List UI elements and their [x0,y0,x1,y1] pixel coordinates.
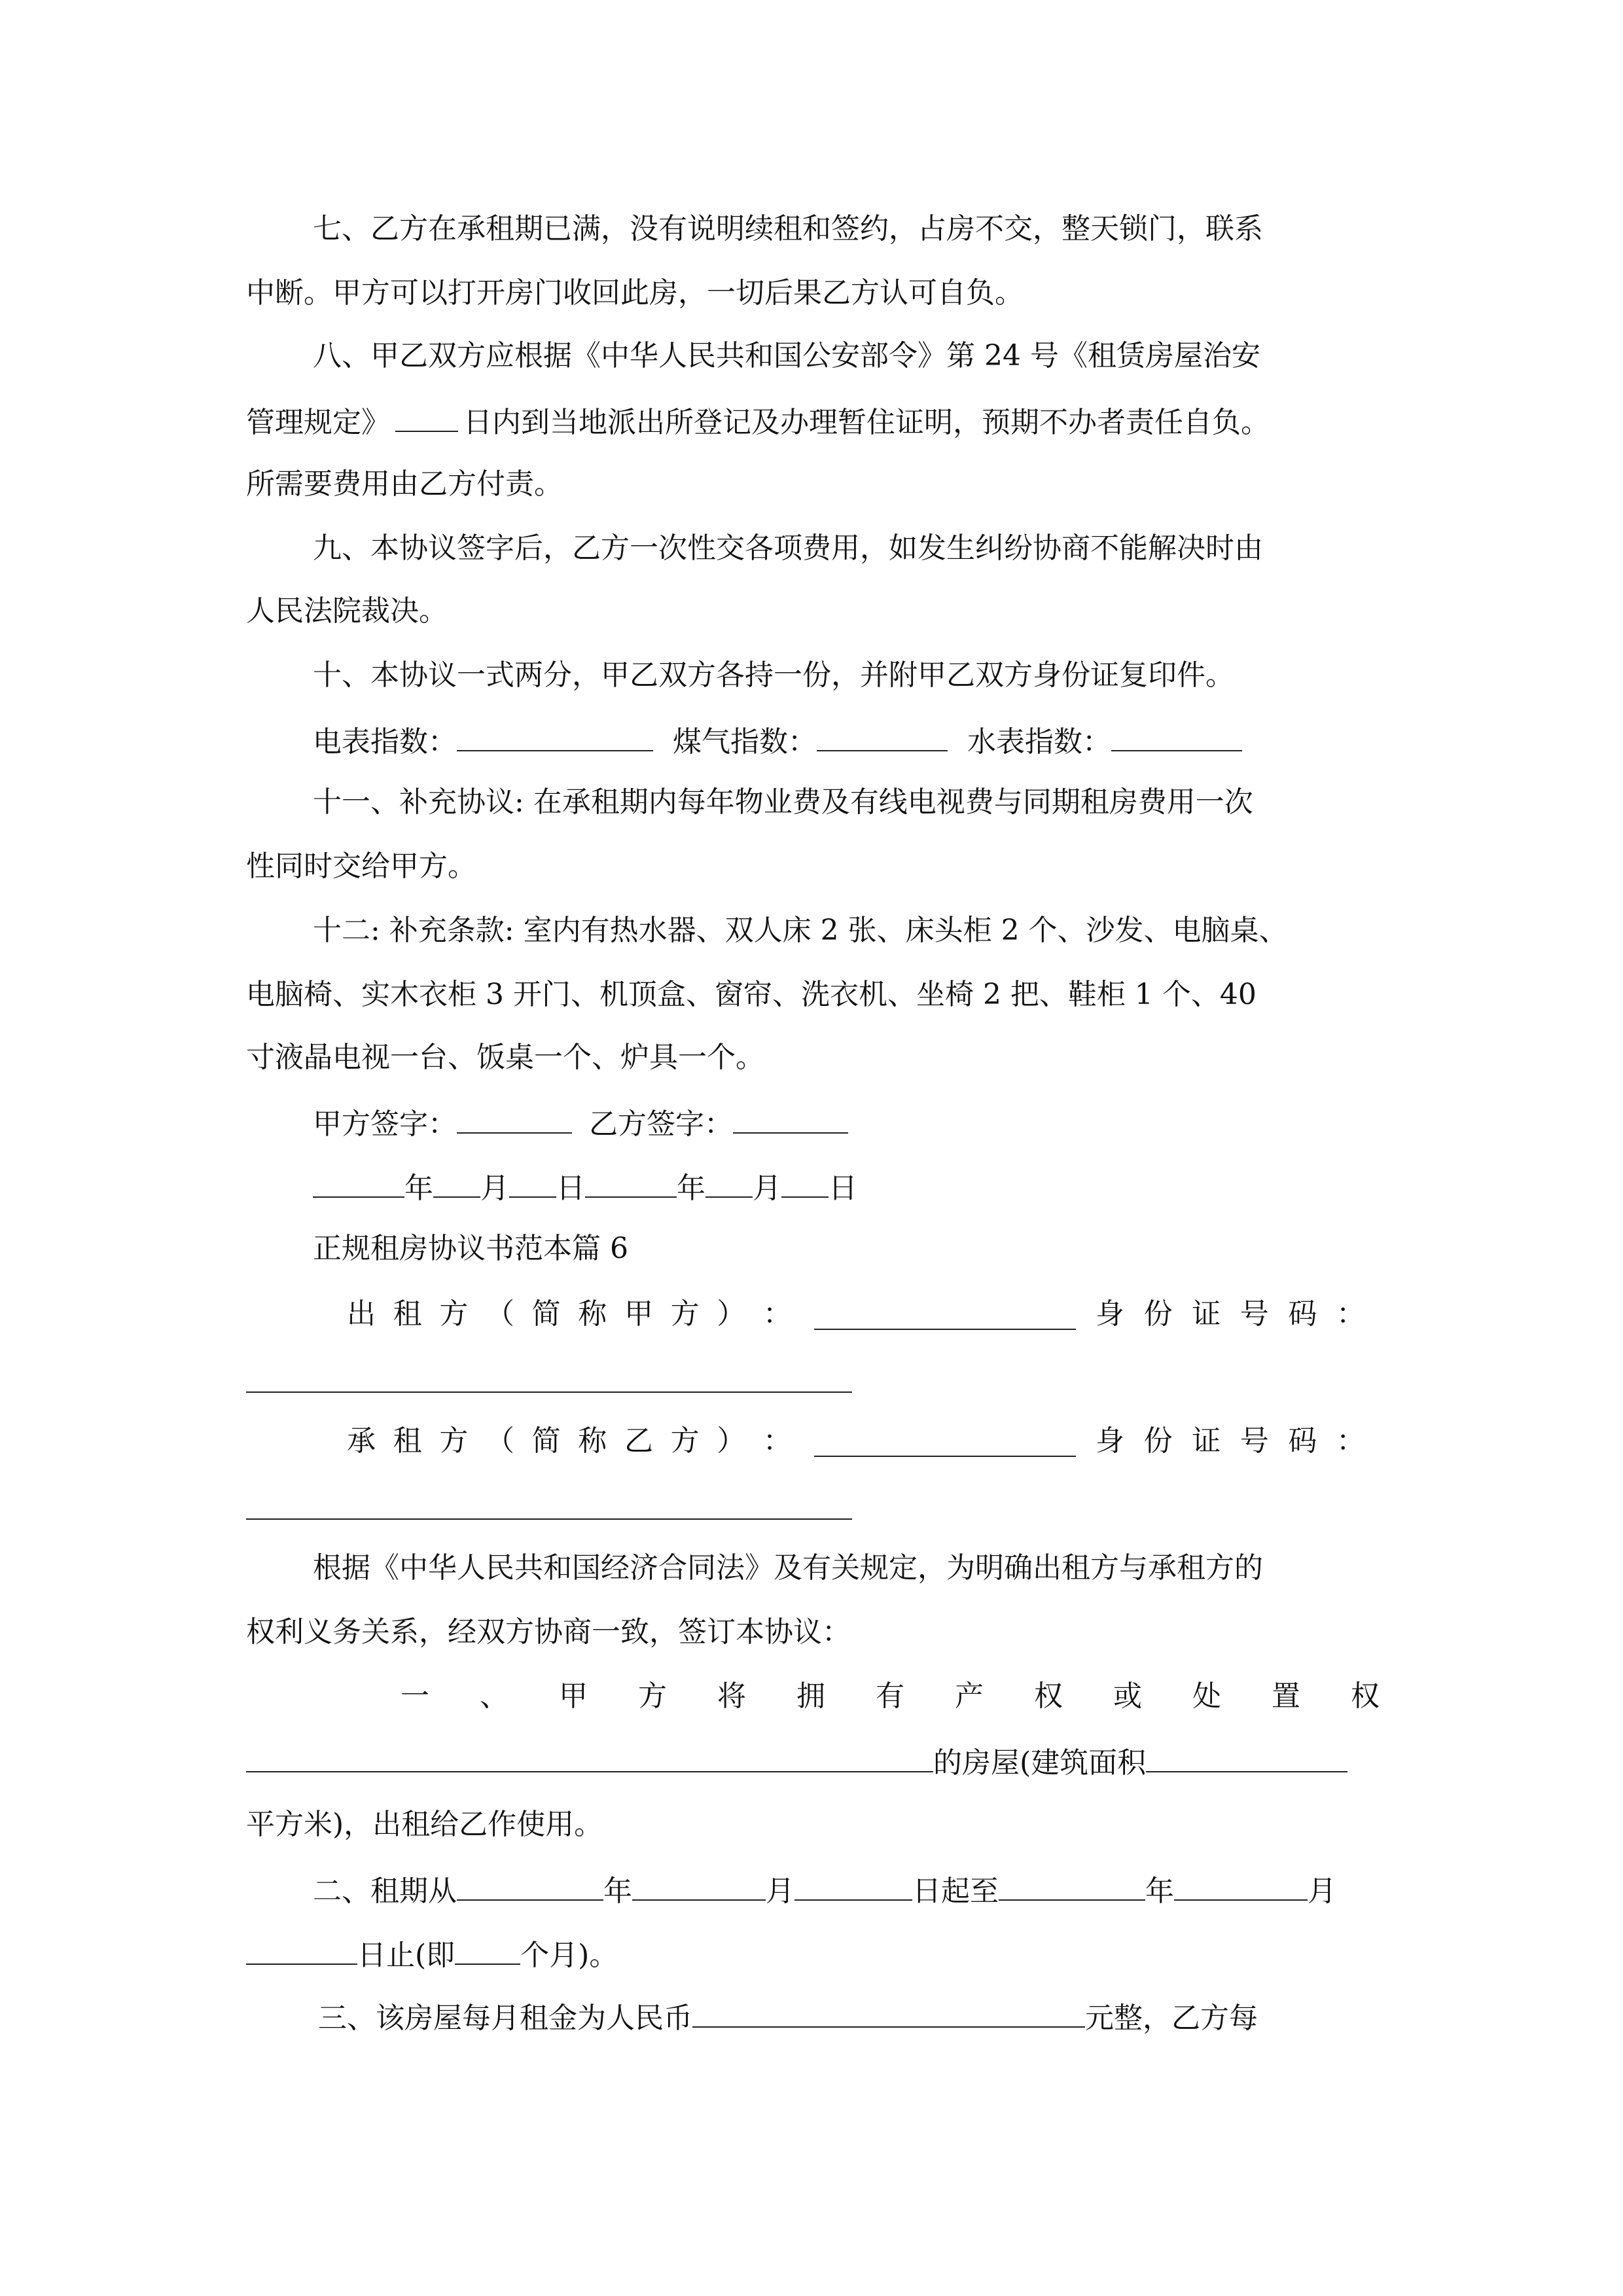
area-blank[interactable] [1146,1741,1347,1772]
term-end: 日止(即 [357,1939,455,1972]
lessee-id-blank[interactable] [246,1518,852,1520]
clause-one-line-3: 平方米)，出租给乙作使用。 [246,1808,603,1841]
lessee-name-blank[interactable] [814,1456,1076,1457]
sign-a-label: 甲方签字： [313,1107,457,1141]
date-b-year-blank[interactable] [585,1166,677,1198]
clause-9-line-1: 九、本协议签字后，乙方一次性交各项费用，如发生纠纷协商不能解决时由 [313,531,1263,565]
term-months: 个月)。 [520,1939,618,1972]
id-char: 号 [1240,1424,1269,1458]
clause-12-line-3: 寸液晶电视一台、饭桌一个、炉具一个。 [246,1041,764,1074]
date-a-month: 月 [480,1172,509,1205]
lessee-char: （ [485,1424,514,1458]
clause-one-char: 有 [876,1679,904,1713]
lessor-char: 出 [347,1297,376,1331]
date-a-day: 日 [556,1172,585,1205]
clause-one-line-2 [246,1741,1347,1780]
clause-8-line-2 [246,401,1270,440]
clause-7-line-1: 七、乙方在承租期已满，没有说明续租和签约，占房不交，整天锁门，联系 [313,212,1263,245]
term-start-year: 年 [603,1874,632,1908]
date-b-day-blank[interactable] [781,1166,829,1198]
rent-prefix: 三、该房屋每月租金为人民币 [318,2001,692,2035]
clause-8-line-1: 八、甲乙双方应根据《中华人民共和国公安部令》第 24 号《租赁房屋治安 [313,339,1260,372]
term-end-month-blank[interactable] [1174,1869,1308,1901]
meter-readings [313,720,1242,759]
clause-9-line-2: 人民法院裁决。 [246,594,448,628]
term-end-year: 年 [1145,1874,1174,1908]
lessee-char: 租 [393,1424,422,1458]
lessor-id-label [1096,1295,1365,1334]
term-prefix: 二、租期从 [313,1874,457,1908]
date-b-day: 日 [829,1172,857,1205]
clause-12-line-2: 电脑椅、实木衣柜 3 开门、机顶盒、窗帘、洗衣机、坐椅 2 把、鞋柜 1 个、40 [246,978,1257,1011]
meter-elec-label: 电表指数： [313,725,457,759]
id-char: 码 [1288,1297,1317,1331]
clause-10: 十、本协议一式两分，甲乙双方各持一份，并附甲乙双方身份证复印件。 [313,658,1234,692]
clause-one-char: 产 [955,1679,984,1713]
term-start-day-blank[interactable] [794,1869,912,1901]
lessee-label [347,1422,792,1461]
lessee-char: 承 [347,1424,376,1458]
sign-b-label: 乙方签字： [589,1107,733,1141]
rent-suffix: 元整，乙方每 [1085,2001,1258,2035]
lessor-char: 称 [578,1297,607,1331]
date-a-day-blank[interactable] [509,1166,556,1198]
clause-one-area-label: 的房屋(建筑面积 [933,1746,1147,1780]
term-start-month-blank[interactable] [632,1869,766,1901]
clause-12-line-1: 十二: 补充条款: 室内有热水器、双人床 2 张、床头柜 2 个、沙发、电脑桌、 [313,914,1288,947]
date-a-year-blank[interactable] [313,1166,404,1198]
sign-b-blank[interactable] [733,1102,848,1134]
section-title: 正规租房协议书范本篇 6 [313,1232,628,1265]
clause-11-line-2: 性同时交给甲方。 [246,850,476,883]
sign-a-blank[interactable] [457,1102,572,1134]
lessor-char: ） [717,1297,746,1331]
clause-8-text-b: 日内到当地派出所登记及办理暂住证明，预期不办者责任自负。 [463,406,1270,439]
lessor-name-blank[interactable] [814,1329,1076,1330]
property-location-blank[interactable] [246,1741,933,1772]
basis-line-2: 权利义务关系，经双方协商一致，签订本协议： [246,1615,851,1649]
id-char: ： [1336,1297,1365,1331]
id-char: 号 [1240,1297,1269,1331]
date-a-month-blank[interactable] [433,1166,480,1198]
id-char: 份 [1143,1297,1173,1331]
term-start-month: 月 [766,1874,794,1908]
lessor-id-blank[interactable] [246,1391,852,1393]
lessor-char: 方 [670,1297,700,1331]
id-char: 份 [1143,1424,1173,1458]
meter-gas-label: 煤气指数： [673,725,817,759]
lessor-label [347,1295,792,1334]
clause-two-line-2 [246,1933,618,1973]
term-from: 日起至 [912,1874,999,1908]
id-char: 码 [1288,1424,1317,1458]
id-char: 证 [1192,1424,1221,1458]
meter-water-label: 水表指数： [967,725,1111,759]
lessor-char: 简 [531,1297,561,1331]
date-row [313,1166,857,1206]
id-char: 证 [1192,1297,1221,1331]
lessor-char: 甲 [624,1297,653,1331]
meter-gas-blank[interactable] [817,720,948,751]
term-start-year-blank[interactable] [457,1869,603,1901]
lessor-char: 方 [439,1297,469,1331]
date-a-year: 年 [404,1172,433,1205]
lessee-char: 称 [578,1424,607,1458]
clause-one-char: 权 [1351,1679,1380,1713]
clause-three-line-1 [318,1996,1258,2036]
clause-one-char: 或 [1113,1679,1142,1713]
date-b-month: 月 [753,1172,781,1205]
meter-water-blank[interactable] [1111,720,1242,751]
clause-one-char: 拥 [796,1679,825,1713]
lessee-char: ） [717,1424,746,1458]
term-end-month: 月 [1308,1874,1336,1908]
clause-one-char: 置 [1272,1679,1300,1713]
clause-7-line-2: 中断。甲方可以打开房门收回此房，一切后果乙方认可自负。 [246,276,1024,310]
clause-one-char: 权 [1034,1679,1063,1713]
term-end-day-blank[interactable] [246,1933,357,1965]
clause-one-char: 将 [717,1679,746,1713]
lessor-char: 租 [393,1297,422,1331]
lessee-char: 简 [531,1424,561,1458]
clause-one-char: 一 [401,1679,429,1713]
signature-row [313,1102,848,1141]
id-char: 身 [1096,1424,1124,1458]
lessee-id-label [1096,1422,1365,1461]
basis-line-1: 根据《中华人民共和国经济合同法》及有关规定，为明确出租方与承租方的 [313,1551,1263,1585]
clause-one-char: 方 [638,1679,667,1713]
clause-one-char: 处 [1192,1679,1221,1713]
clause-one-char: 、 [480,1679,508,1713]
clause-one-char: 甲 [559,1679,588,1713]
meter-elec-blank[interactable] [457,720,653,751]
clause-8-text-a: 管理规定》 [246,406,390,439]
clause-8-line-3: 所需要费用由乙方付责。 [246,467,563,501]
clause-two-line-1 [313,1869,1336,1909]
date-b-month-blank[interactable] [705,1166,753,1198]
lessor-char: ： [762,1297,792,1331]
lessee-char: 方 [670,1424,700,1458]
registration-days-blank[interactable] [395,401,458,432]
term-months-blank[interactable] [455,1933,520,1965]
rent-amount-blank[interactable] [692,1996,1085,2028]
date-b-year: 年 [677,1172,705,1205]
id-char: 身 [1096,1297,1124,1331]
clause-one-line-1 [401,1677,1380,1716]
id-char: ： [1336,1424,1365,1458]
clause-11-line-1: 十一、补充协议: 在承租期内每年物业费及有线电视费与同期租房费用一次 [313,785,1253,819]
lessee-char: 方 [439,1424,469,1458]
lessee-char: 乙 [624,1424,653,1458]
lessee-char: ： [762,1424,792,1458]
lessor-char: （ [485,1297,514,1331]
term-end-year-blank[interactable] [999,1869,1145,1901]
